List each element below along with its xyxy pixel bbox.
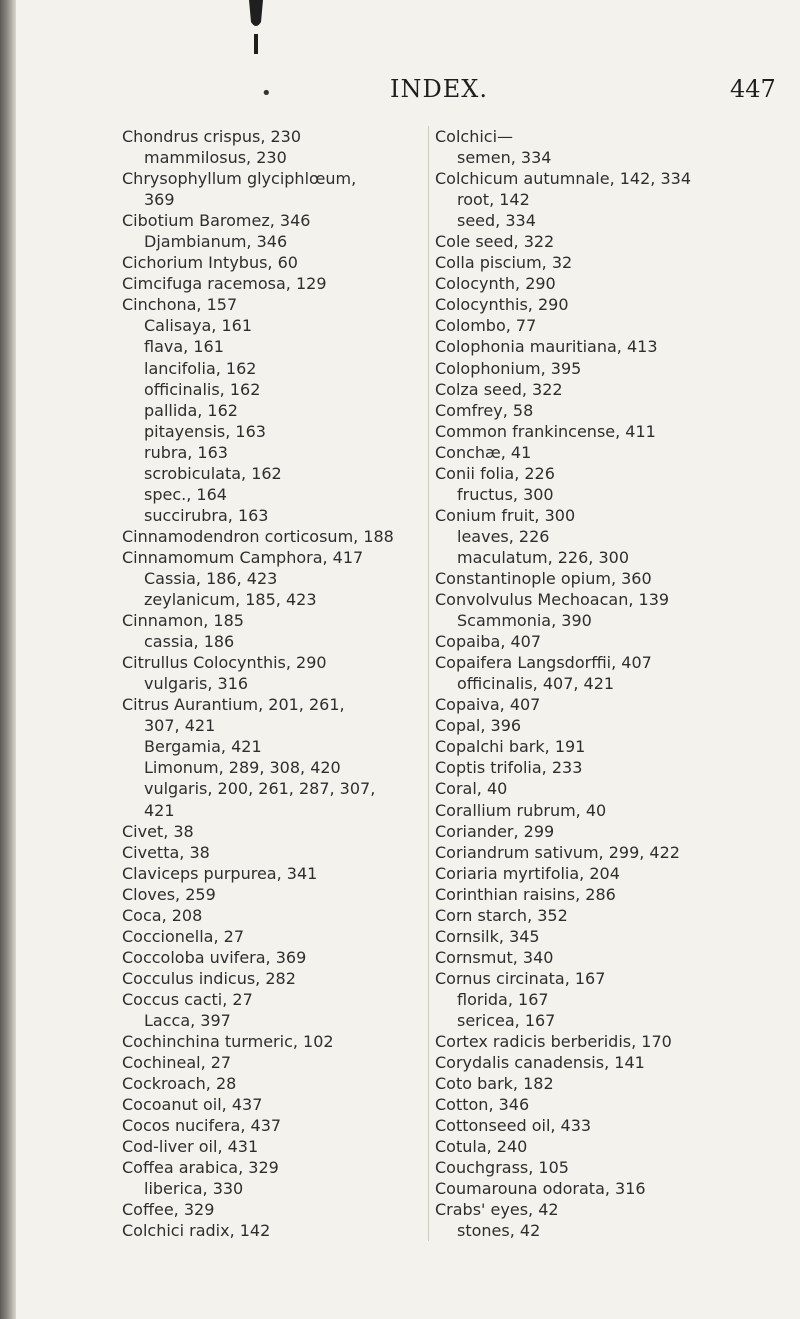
index-subentry: officinalis, 407, 421: [457, 674, 615, 694]
index-entry: Colza seed, 322: [435, 379, 563, 399]
index-entry: Cloves, 259: [122, 884, 216, 904]
index-subentry: succirubra, 163: [144, 505, 269, 525]
index-subentry: liberica, 330: [144, 1179, 244, 1199]
index-entry: Colocynthis, 290: [435, 295, 569, 315]
printer-ornament-icon: [246, 0, 266, 56]
index-entry: Copaifera Langsdorffii, 407: [435, 653, 652, 673]
index-subentry: Calisaya, 161: [144, 316, 252, 336]
index-entry: Cockroach, 28: [122, 1074, 237, 1094]
index-entry: Cichorium Intybus, 60: [122, 253, 298, 273]
index-subentry: Lacca, 397: [144, 1010, 231, 1030]
index-entry: Cochinchina turmeric, 102: [122, 1032, 334, 1052]
index-entry: Colophonium, 395: [435, 358, 582, 378]
index-subentry: vulgaris, 200, 261, 287, 307,: [144, 779, 376, 799]
index-entry: Convolvulus Mechoacan, 139: [435, 590, 670, 610]
scan-binding-edge: [0, 0, 16, 1319]
index-subentry: Djambianum, 346: [144, 232, 288, 252]
index-subentry: pitayensis, 163: [144, 421, 266, 441]
index-subentry: Bergamia, 421: [144, 737, 262, 757]
index-subentry: Scammonia, 390: [457, 611, 592, 631]
index-entry: Copalchi bark, 191: [435, 737, 586, 757]
index-entry: Citrus Aurantium, 201, 261,: [122, 695, 345, 715]
index-entry: Coffee, 329: [122, 1200, 215, 1220]
index-entry: Coffea arabica, 329: [122, 1158, 279, 1178]
index-subentry: rubra, 163: [144, 442, 228, 462]
index-entry: Conium fruit, 300: [435, 505, 576, 525]
index-entry: Civetta, 38: [122, 842, 210, 862]
index-entry: Coriander, 299: [435, 821, 555, 841]
index-entry: Coca, 208: [122, 905, 203, 925]
index-subentry: seed, 334: [457, 211, 536, 231]
index-entry: Cotula, 240: [435, 1137, 528, 1157]
index-entry: Coto bark, 182: [435, 1074, 554, 1094]
index-subentry: flava, 161: [144, 337, 224, 357]
index-subentry: vulgaris, 316: [144, 674, 249, 694]
page-number: 447: [730, 75, 776, 103]
index-entry: Corydalis canadensis, 141: [435, 1053, 645, 1073]
index-entry: Copaiba, 407: [435, 632, 542, 652]
index-entry: Coral, 40: [435, 779, 508, 799]
index-entry: Colla piscium, 32: [435, 253, 573, 273]
index-entry: Cibotium Baromez, 346: [122, 211, 311, 231]
index-entry: Common frankincense, 411: [435, 421, 656, 441]
index-entry: Corallium rubrum, 40: [435, 800, 607, 820]
index-entry: Cornsilk, 345: [435, 926, 540, 946]
index-entry: Coptis trifolia, 233: [435, 758, 583, 778]
index-entry: Comfrey, 58: [435, 400, 534, 420]
index-entry: Claviceps purpurea, 341: [122, 863, 318, 883]
index-entry: Colophonia mauritiana, 413: [435, 337, 658, 357]
index-entry: Colombo, 77: [435, 316, 537, 336]
index-entry: Cortex radicis berberidis, 170: [435, 1032, 672, 1052]
index-subentry: 421: [144, 800, 175, 820]
index-entry: Colchici—: [435, 127, 514, 146]
index-entry: Couchgrass, 105: [435, 1158, 569, 1178]
index-entry: Cinnamomum Camphora, 417: [122, 547, 364, 567]
bullet-dot-icon: •: [261, 83, 272, 104]
index-entry: Cottonseed oil, 433: [435, 1116, 592, 1136]
index-entry: Conchæ, 41: [435, 442, 532, 462]
index-subentry: 369: [144, 190, 175, 210]
index-entry: Cinnamon, 185: [122, 611, 244, 631]
index-column-right: [428, 126, 765, 1241]
index-entry: Colchicum autumnale, 142, 334: [435, 169, 691, 189]
index-subentry: pallida, 162: [144, 400, 238, 420]
index-entry: Cod-liver oil, 431: [122, 1137, 259, 1157]
index-subentry: fructus, 300: [457, 484, 554, 504]
index-entry: Coriandrum sativum, 299, 422: [435, 842, 680, 862]
index-entry: Coccus cacti, 27: [122, 989, 253, 1009]
index-subentry: spec., 164: [144, 484, 227, 504]
index-entry: Coccoloba uvifera, 369: [122, 947, 307, 967]
index-subentry: sericea, 167: [457, 1010, 556, 1030]
index-entry: Conii folia, 226: [435, 463, 555, 483]
index-subentry: zeylanicum, 185, 423: [144, 590, 317, 610]
index-entry: Chrysophyllum glyciphlœum,: [122, 169, 357, 189]
index-entry: Crabs' eyes, 42: [435, 1200, 559, 1220]
index-subentry: lancifolia, 162: [144, 358, 257, 378]
index-entry: Cinchona, 157: [122, 295, 238, 315]
index-entry: Coumarouna odorata, 316: [435, 1179, 646, 1199]
page-header: [0, 75, 800, 115]
index-entry: Colchici radix, 142: [122, 1221, 271, 1241]
index-subentry: florida, 167: [457, 989, 549, 1009]
index-entry: Civet, 38: [122, 821, 194, 841]
index-entry: Chondrus crispus, 230: [122, 127, 302, 146]
index-column-left: [122, 126, 422, 1241]
index-entry: Cornus circinata, 167: [435, 968, 606, 988]
index-subentry: semen, 334: [457, 148, 552, 168]
index-subentry: Limonum, 289, 308, 420: [144, 758, 341, 778]
index-subentry: maculatum, 226, 300: [457, 547, 629, 567]
index-entry: Cotton, 346: [435, 1095, 530, 1115]
index-entry: Coccionella, 27: [122, 926, 244, 946]
index-entry: Corinthian raisins, 286: [435, 884, 616, 904]
index-entry: Coriaria myrtifolia, 204: [435, 863, 620, 883]
index-entry: Cole seed, 322: [435, 232, 555, 252]
index-subentry: officinalis, 162: [144, 379, 261, 399]
index-entry: Cocos nucifera, 437: [122, 1116, 282, 1136]
index-entry: Copal, 396: [435, 716, 522, 736]
index-subentry: stones, 42: [457, 1221, 541, 1241]
index-entry: Cimcifuga racemosa, 129: [122, 274, 327, 294]
index-entry: Constantinople opium, 360: [435, 568, 652, 588]
index-subentry: scrobiculata, 162: [144, 463, 282, 483]
index-entry: Colocynth, 290: [435, 274, 556, 294]
index-entry: Copaiva, 407: [435, 695, 541, 715]
index-subentry: Cassia, 186, 423: [144, 568, 278, 588]
index-subentry: 307, 421: [144, 716, 216, 736]
index-entry: Cochineal, 27: [122, 1053, 232, 1073]
index-subentry: root, 142: [457, 190, 530, 210]
index-subentry: mammilosus, 230: [144, 148, 287, 168]
page-title: INDEX.: [390, 75, 488, 103]
index-entry: Citrullus Colocynthis, 290: [122, 653, 327, 673]
index-entry: Corn starch, 352: [435, 905, 568, 925]
index-subentry: cassia, 186: [144, 632, 235, 652]
index-entry: Cocoanut oil, 437: [122, 1095, 263, 1115]
index-entry: Cocculus indicus, 282: [122, 968, 296, 988]
index-entry: Cinnamodendron corticosum, 188: [122, 526, 394, 546]
index-subentry: leaves, 226: [457, 526, 550, 546]
index-entry: Cornsmut, 340: [435, 947, 554, 967]
